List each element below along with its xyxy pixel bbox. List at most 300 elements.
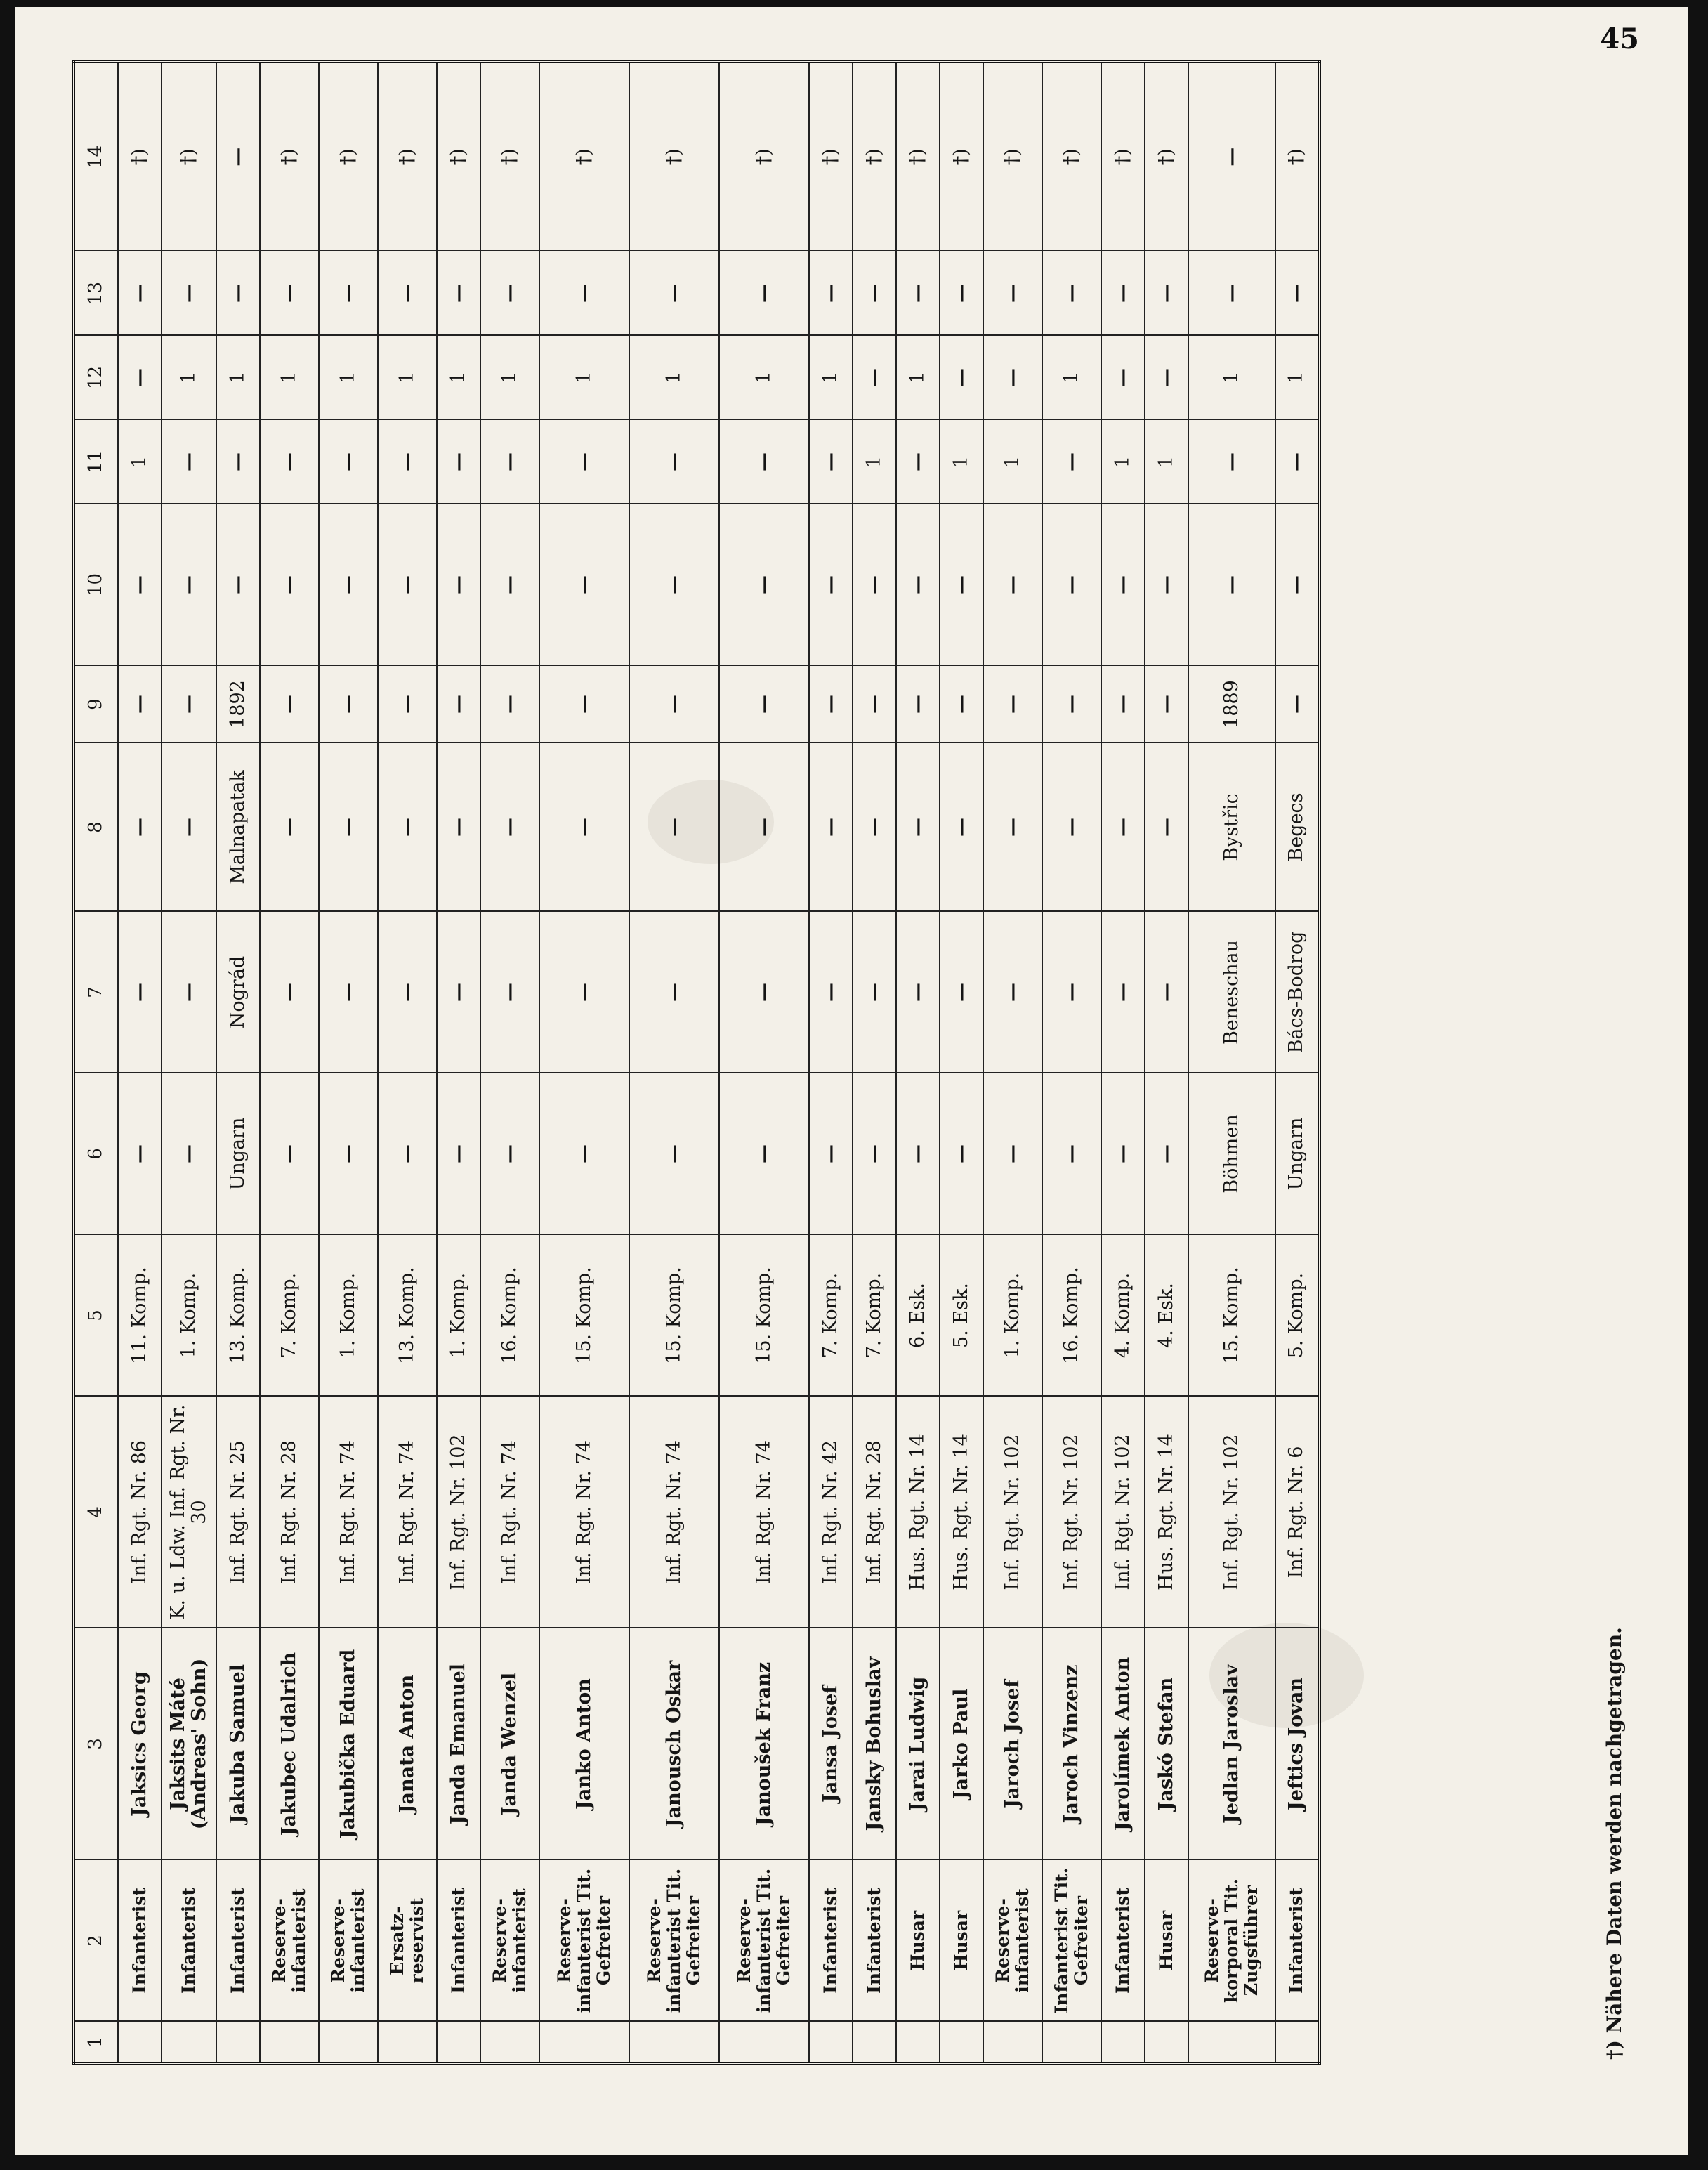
cell-c2: Ersatz-reservist [378,1860,437,2022]
cell-c14: †) [1275,62,1319,251]
table-row [378,62,437,2064]
cell-c11: 1 [1101,420,1145,504]
table-row [896,62,940,2064]
cell-c13: — [629,251,719,336]
table-row [1275,62,1319,2064]
cell-c9: — [319,666,378,743]
table-row [1145,62,1188,2064]
cell-c12: 1 [216,336,260,420]
table-row [1101,62,1145,2064]
cell-c11: — [809,420,853,504]
cell-c5: 16. Komp. [1042,1235,1101,1397]
ledger-table [72,60,1321,2065]
cell-c6: — [1145,1073,1188,1235]
cell-c2: Infanterist [216,1860,260,2022]
page-number: 45 [1600,22,1639,55]
cell-c4: Inf. Rgt. Nr. 74 [378,1397,437,1628]
cell-c8: — [1145,743,1188,912]
cell-c6: Böhmen [1188,1073,1275,1235]
table-row [539,62,629,2064]
cell-c14: †) [480,62,539,251]
cell-c5: 1. Komp. [983,1235,1042,1397]
cell-c10: — [1101,504,1145,666]
cell-col-1 [539,2022,629,2064]
cell-c7: — [162,912,216,1073]
cell-c13: — [539,251,629,336]
cell-c5: 15. Komp. [629,1235,719,1397]
cell-c3: Jarolímek Anton [1101,1628,1145,1860]
cell-c13: — [260,251,319,336]
cell-c12: 1 [480,336,539,420]
cell-c7: — [1101,912,1145,1073]
cell-c13: — [118,251,162,336]
cell-c8: Malnapatak [216,743,260,912]
cell-c2: Infanterist [437,1860,480,2022]
cell-c3: Jeftics Jovan [1275,1628,1319,1860]
cell-c7: — [378,912,437,1073]
cell-c11: — [1042,420,1101,504]
cell-c4: Hus. Rgt. Nr. 14 [1145,1397,1188,1628]
cell-c10: — [216,504,260,666]
cell-c6: — [378,1073,437,1235]
cell-c11: — [480,420,539,504]
document-page [15,7,1688,2155]
column-header-7: 7 [74,912,119,1073]
footnote: †) Nähere Daten werden nachgetragen. [1603,1627,1626,2060]
cell-c5: 6. Esk. [896,1235,940,1397]
cell-col-1 [719,2022,809,2064]
table-row [480,62,539,2064]
cell-c11: — [896,420,940,504]
cell-c11: — [539,420,629,504]
cell-c9: — [1042,666,1101,743]
cell-c5: 4. Komp. [1101,1235,1145,1397]
cell-col-1 [480,2022,539,2064]
cell-c14: †) [1145,62,1188,251]
cell-c12: 1 [319,336,378,420]
column-header-10: 10 [74,504,119,666]
cell-c14: †) [719,62,809,251]
cell-c14: †) [853,62,896,251]
cell-c7: — [896,912,940,1073]
cell-c9: — [260,666,319,743]
cell-c3: Jakubec Udalrich [260,1628,319,1860]
column-header-12: 12 [74,336,119,420]
table-row [853,62,896,2064]
cell-c10: — [378,504,437,666]
cell-c13: — [162,251,216,336]
cell-c9: — [853,666,896,743]
cell-c10: — [940,504,983,666]
cell-c8: Begecs [1275,743,1319,912]
cell-col-1 [809,2022,853,2064]
cell-c7: Beneschau [1188,912,1275,1073]
cell-c8: — [983,743,1042,912]
cell-c11: — [216,420,260,504]
cell-c6: — [162,1073,216,1235]
cell-c10: — [1145,504,1188,666]
cell-c2: Reserve-infanterist Tit. Gefreiter [629,1860,719,2022]
cell-c13: — [809,251,853,336]
cell-c5: 15. Komp. [1188,1235,1275,1397]
cell-c12: 1 [629,336,719,420]
cell-c4: Inf. Rgt. Nr. 74 [629,1397,719,1628]
cell-c8: — [437,743,480,912]
cell-c10: — [1275,504,1319,666]
column-header-9: 9 [74,666,119,743]
cell-c4: Inf. Rgt. Nr. 102 [437,1397,480,1628]
cell-c4: Inf. Rgt. Nr. 28 [260,1397,319,1628]
column-header-4: 4 [74,1397,119,1628]
cell-c5: 11. Komp. [118,1235,162,1397]
cell-c3: Jaroch Vinzenz [1042,1628,1101,1860]
table-row [319,62,378,2064]
column-header-3: 3 [74,1628,119,1860]
cell-c2: Reserve-infanterist [319,1860,378,2022]
cell-c6: — [118,1073,162,1235]
cell-c7: — [437,912,480,1073]
cell-c13: — [983,251,1042,336]
cell-c14: †) [319,62,378,251]
cell-c12: 1 [162,336,216,420]
cell-c14: †) [983,62,1042,251]
cell-c8: — [1101,743,1145,912]
cell-c4: Inf. Rgt. Nr. 42 [809,1397,853,1628]
cell-c14: †) [118,62,162,251]
cell-c5: 16. Komp. [480,1235,539,1397]
column-header-5: 5 [74,1235,119,1397]
cell-col-1 [1145,2022,1188,2064]
cell-c5: 13. Komp. [378,1235,437,1397]
cell-c7: — [940,912,983,1073]
cell-c9: — [629,666,719,743]
cell-c6: — [809,1073,853,1235]
cell-col-1 [118,2022,162,2064]
cell-c7: Nográd [216,912,260,1073]
cell-c10: — [809,504,853,666]
cell-c9: — [1275,666,1319,743]
cell-c3: Jansa Josef [809,1628,853,1860]
cell-c13: — [378,251,437,336]
cell-c2: Reserve-infanterist Tit. Gefreiter [719,1860,809,2022]
cell-c4: Inf. Rgt. Nr. 102 [1188,1397,1275,1628]
cell-c14: †) [809,62,853,251]
cell-c3: Janoušek Franz [719,1628,809,1860]
cell-c3: Jaroch Josef [983,1628,1042,1860]
cell-col-1 [1188,2022,1275,2064]
cell-c8: — [896,743,940,912]
column-header-13: 13 [74,251,119,336]
cell-col-1 [162,2022,216,2064]
cell-c4: K. u. Ldw. Inf. Rgt. Nr. 30 [162,1397,216,1628]
cell-c8: — [539,743,629,912]
cell-c10: — [983,504,1042,666]
cell-c6: — [983,1073,1042,1235]
cell-c7: — [1145,912,1188,1073]
column-header-11: 11 [74,420,119,504]
cell-c3: Jakuba Samuel [216,1628,260,1860]
table-row [1188,62,1275,2064]
cell-c11: — [260,420,319,504]
cell-c12: 1 [260,336,319,420]
cell-c13: — [1042,251,1101,336]
cell-c2: Reserve-infanterist [260,1860,319,2022]
cell-c12: 1 [809,336,853,420]
cell-c12: — [1101,336,1145,420]
header-row [74,62,119,2064]
cell-c8: — [1042,743,1101,912]
cell-c9: — [118,666,162,743]
ledger-body [118,62,1319,2064]
cell-col-1 [896,2022,940,2064]
cell-c4: Inf. Rgt. Nr. 102 [1042,1397,1101,1628]
cell-c13: — [437,251,480,336]
cell-c14: — [216,62,260,251]
table-row [809,62,853,2064]
cell-c12: 1 [896,336,940,420]
column-header-14: 14 [74,62,119,251]
cell-c6: — [853,1073,896,1235]
cell-c8: — [118,743,162,912]
cell-c12: 1 [719,336,809,420]
cell-c4: Inf. Rgt. Nr. 6 [1275,1397,1319,1628]
cell-c8: Bystřic [1188,743,1275,912]
cell-c12: 1 [378,336,437,420]
cell-c14: †) [629,62,719,251]
table-row [216,62,260,2064]
cell-c2: Reserve-infanterist Tit. Gefreiter [539,1860,629,2022]
cell-c6: — [940,1073,983,1235]
cell-c11: — [378,420,437,504]
cell-c4: Inf. Rgt. Nr. 102 [983,1397,1042,1628]
cell-c12: 1 [1188,336,1275,420]
cell-c9: — [378,666,437,743]
cell-c5: 7. Komp. [260,1235,319,1397]
cell-c4: Inf. Rgt. Nr. 86 [118,1397,162,1628]
cell-c12: 1 [539,336,629,420]
cell-c14: — [1188,62,1275,251]
cell-c14: †) [260,62,319,251]
cell-c14: †) [162,62,216,251]
cell-c5: 1. Komp. [437,1235,480,1397]
cell-c14: †) [1101,62,1145,251]
cell-c5: 15. Komp. [539,1235,629,1397]
cell-col-1 [1275,2022,1319,2064]
cell-c5: 7. Komp. [853,1235,896,1397]
cell-col-1 [319,2022,378,2064]
cell-c5: 4. Esk. [1145,1235,1188,1397]
cell-c12: — [853,336,896,420]
cell-col-1 [1042,2022,1101,2064]
cell-c7: — [480,912,539,1073]
table-row [437,62,480,2064]
cell-c7: — [629,912,719,1073]
cell-c11: — [719,420,809,504]
cell-c10: — [1042,504,1101,666]
cell-c10: — [1188,504,1275,666]
cell-col-1 [216,2022,260,2064]
table-row [629,62,719,2064]
cell-c12: 1 [1275,336,1319,420]
cell-c9: 1889 [1188,666,1275,743]
cell-c3: Janousch Oskar [629,1628,719,1860]
cell-c14: †) [437,62,480,251]
cell-c4: Hus. Rgt. Nr. 14 [940,1397,983,1628]
cell-col-1 [260,2022,319,2064]
cell-c13: — [1188,251,1275,336]
cell-c2: Reserve-infanterist [983,1860,1042,2022]
cell-c6: — [480,1073,539,1235]
cell-c8: — [260,743,319,912]
cell-c10: — [260,504,319,666]
table-row [983,62,1042,2064]
cell-c12: 1 [1042,336,1101,420]
cell-c9: — [539,666,629,743]
cell-c7: — [118,912,162,1073]
cell-c8: — [162,743,216,912]
cell-c12: 1 [437,336,480,420]
cell-c4: Inf. Rgt. Nr. 74 [539,1397,629,1628]
cell-c13: — [1101,251,1145,336]
cell-c9: — [162,666,216,743]
cell-c11: 1 [118,420,162,504]
cell-c2: Reserve-infanterist [480,1860,539,2022]
cell-c10: — [319,504,378,666]
cell-c12: — [1145,336,1188,420]
cell-col-1 [629,2022,719,2064]
cell-c11: 1 [983,420,1042,504]
cell-c11: — [1188,420,1275,504]
cell-c8: — [853,743,896,912]
cell-c2: Infanterist [1275,1860,1319,2022]
cell-c4: Inf. Rgt. Nr. 28 [853,1397,896,1628]
cell-c11: 1 [853,420,896,504]
cell-c14: †) [539,62,629,251]
column-header-1: 1 [74,2022,119,2064]
cell-c7: — [539,912,629,1073]
table-row [1042,62,1101,2064]
cell-c4: Inf. Rgt. Nr. 25 [216,1397,260,1628]
cell-c13: — [1145,251,1188,336]
cell-c3: Jedlan Jaroslav [1188,1628,1275,1860]
table-row [118,62,162,2064]
cell-c3: Jaksits Máté (Andreas' Sohn) [162,1628,216,1860]
cell-c4: Inf. Rgt. Nr. 74 [480,1397,539,1628]
cell-c14: †) [896,62,940,251]
cell-c2: Infanterist [162,1860,216,2022]
cell-c5: 7. Komp. [809,1235,853,1397]
cell-c6: — [437,1073,480,1235]
cell-c13: — [319,251,378,336]
cell-c14: †) [940,62,983,251]
cell-col-1 [853,2022,896,2064]
cell-c7: Bács-Bodrog [1275,912,1319,1073]
cell-c2: Husar [940,1860,983,2022]
cell-c6: Ungarn [216,1073,260,1235]
cell-c3: Janata Anton [378,1628,437,1860]
cell-col-1 [1101,2022,1145,2064]
cell-c7: — [719,912,809,1073]
cell-c9: — [719,666,809,743]
cell-c4: Inf. Rgt. Nr. 74 [319,1397,378,1628]
cell-c2: Infanterist [809,1860,853,2022]
table-row [162,62,216,2064]
cell-c13: — [480,251,539,336]
cell-c5: 1. Komp. [162,1235,216,1397]
cell-c8: — [480,743,539,912]
cell-c7: — [260,912,319,1073]
cell-c6: — [719,1073,809,1235]
cell-c2: Infanterist Tit. Gefreiter [1042,1860,1101,2022]
cell-c3: Jaskó Stefan [1145,1628,1188,1860]
cell-c7: — [809,912,853,1073]
cell-c6: — [1042,1073,1101,1235]
cell-c6: Ungarn [1275,1073,1319,1235]
cell-c13: — [216,251,260,336]
cell-c8: — [940,743,983,912]
cell-c2: Husar [1145,1860,1188,2022]
cell-c9: — [809,666,853,743]
cell-c3: Janda Wenzel [480,1628,539,1860]
cell-c6: — [629,1073,719,1235]
cell-c11: 1 [940,420,983,504]
cell-col-1 [437,2022,480,2064]
cell-col-1 [983,2022,1042,2064]
cell-c10: — [162,504,216,666]
table-row [719,62,809,2064]
cell-c2: Infanterist [118,1860,162,2022]
cell-c4: Inf. Rgt. Nr. 102 [1101,1397,1145,1628]
cell-c14: †) [1042,62,1101,251]
cell-c4: Hus. Rgt. Nr. 14 [896,1397,940,1628]
column-header-2: 2 [74,1860,119,2022]
cell-c12: — [940,336,983,420]
cell-c10: — [896,504,940,666]
cell-c11: — [162,420,216,504]
cell-c9: 1892 [216,666,260,743]
cell-c3: Jakubička Eduard [319,1628,378,1860]
cell-c6: — [1101,1073,1145,1235]
cell-c10: — [539,504,629,666]
table-row [940,62,983,2064]
table-row [260,62,319,2064]
cell-c11: 1 [1145,420,1188,504]
cell-c2: Reserve-korporal Tit. Zugsführer [1188,1860,1275,2022]
cell-c9: — [1101,666,1145,743]
cell-c7: — [319,912,378,1073]
cell-c11: — [319,420,378,504]
cell-c10: — [118,504,162,666]
cell-c11: — [1275,420,1319,504]
cell-c8: — [719,743,809,912]
cell-c6: — [260,1073,319,1235]
cell-c5: 5. Esk. [940,1235,983,1397]
cell-col-1 [940,2022,983,2064]
cell-c10: — [853,504,896,666]
cell-c9: — [940,666,983,743]
cell-c5: 13. Komp. [216,1235,260,1397]
cell-c2: Infanterist [1101,1860,1145,2022]
cell-c2: Husar [896,1860,940,2022]
cell-c6: — [539,1073,629,1235]
cell-c9: — [983,666,1042,743]
cell-c12: — [983,336,1042,420]
cell-col-1 [378,2022,437,2064]
cell-c13: — [940,251,983,336]
cell-c3: Jansky Bohuslav [853,1628,896,1860]
cell-c8: — [378,743,437,912]
cell-c7: — [1042,912,1101,1073]
